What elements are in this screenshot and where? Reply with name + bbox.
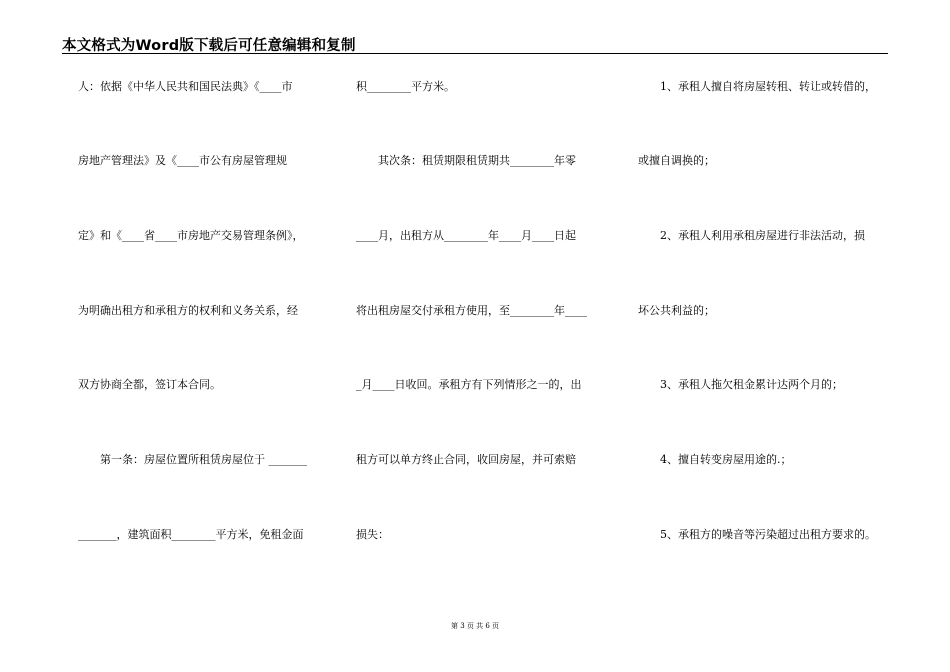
text-line: 损失： <box>356 528 389 541</box>
text-line: 1、承租人擅自将房屋转租、转让或转借的， <box>638 80 876 93</box>
header-divider <box>62 53 888 54</box>
text-line: 租方可以单方终止合同，收回房屋，并可索赔 <box>356 453 576 466</box>
text-line: 为明确出租方和承租方的权利和义务关系，经 <box>78 304 298 317</box>
document-header-title: 本文格式为Word版下载后可任意编辑和复制 <box>62 38 356 54</box>
text-line: 房地产管理法》及《____市公有房屋管理规 <box>78 154 287 167</box>
text-line: 坏公共利益的； <box>638 304 715 317</box>
text-line: 2、承租人利用承租房屋进行非法活动，损 <box>638 229 865 242</box>
page-number-footer: 第 3 页 共 6 页 <box>450 622 500 630</box>
text-line: 或擅自调换的； <box>638 154 715 167</box>
text-line: 4、擅自转变房屋用途的.； <box>638 453 792 466</box>
text-line: 第一条：房屋位置所租赁房屋位于 _______ <box>78 453 307 466</box>
text-line: 5、承租方的噪音等污染超过出租方要求的。 <box>638 528 876 541</box>
text-line: _月____日收回。承租方有下列情形之一的，出 <box>356 378 582 391</box>
text-line: 双方协商全都，签订本合同。 <box>78 378 221 391</box>
text-line: _______，建筑面积________平方米，免租金面 <box>78 528 304 541</box>
text-line: ____月，出租方从________年____月____日起 <box>356 229 576 242</box>
text-line: 定》和《____省____市房地产交易管理条例》， <box>78 229 304 242</box>
text-line: 其次条：租赁期限租赁期共________年零 <box>356 154 576 167</box>
text-line: 将出租房屋交付承租方使用，至________年____ <box>356 304 587 317</box>
text-line: 人：依据《中华人民共和国民法典》《____市 <box>78 80 293 93</box>
text-line: 3、承租人拖欠租金累计达两个月的； <box>638 378 843 391</box>
text-line: 积________平方米。 <box>356 80 455 93</box>
